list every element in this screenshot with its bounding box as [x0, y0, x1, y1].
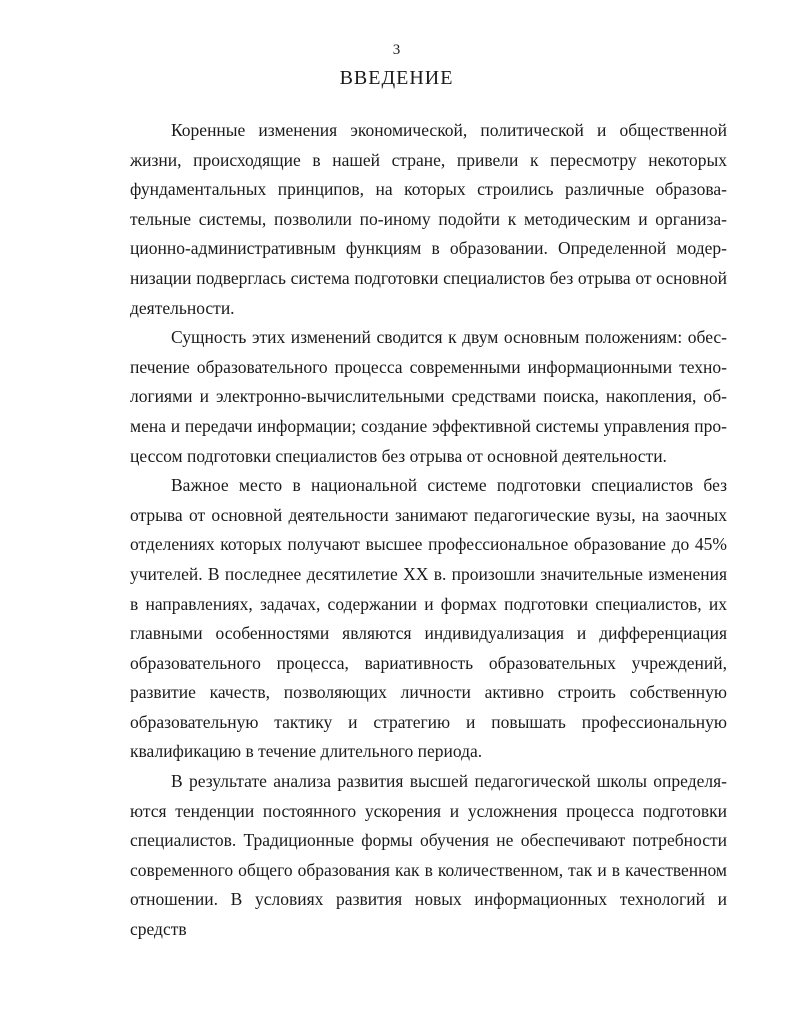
paragraph-3: Важное место в национальной системе подготовки специалистов без отрыва от основной деятельности занимают педагогические вузы, на заочных отделениях которых получают высшее профессиональное образование до 45% учителей. В последнее десятилетие XX в. произошли значительные изменения в направлениях, задачах, содержании и формах подготовки специалистов, их главными особенностями являются индивидуализация и дифференциация образовательного процесса, вариативность образовательных учреждений, развитие качеств, позволяющих личности активно строить собственную образовательную тактику и стратегию и повышать профессиональную квалификацию в течение длительного периода.: [130, 475, 727, 762]
paragraph-1: Коренные изменения экономической, политической и общественной жизни, происходящие в нашей стране, привели к пересмотру некоторых фундаментальных принципов, на которых строились различные образовательные системы, позволили по-иному подойти к методическим и организационно-административным функциям в образовании. Определенной модернизации подверглась система подготовки специалистов без отрыва от основной деятельности.: [130, 120, 727, 318]
body-text: [130, 116, 727, 945]
page-title: ВВЕДЕНИЕ: [339, 67, 454, 89]
page-number: 3: [392, 42, 401, 58]
paragraph-2: Сущность этих изменений сводится к двум основным положениям: обеспечение образовательного процесса современными информационными технологиями и электронно-вычислительными средствами поиска, накопления, обмена и передачи информации; создание эффективной системы управления процессом подготовки специалистов без отрыва от основной деятельности.: [130, 327, 727, 466]
paragraph-4: В результате анализа развития высшей педагогической школы определяются тенденции постоянного ускорения и усложнения процесса подготовки специалистов. Традиционные формы обучения не обеспечивают потребности современного общего образования как в количественном, так и в качественном отношении. В условиях развития новых информационных технологий и средств: [130, 771, 727, 940]
